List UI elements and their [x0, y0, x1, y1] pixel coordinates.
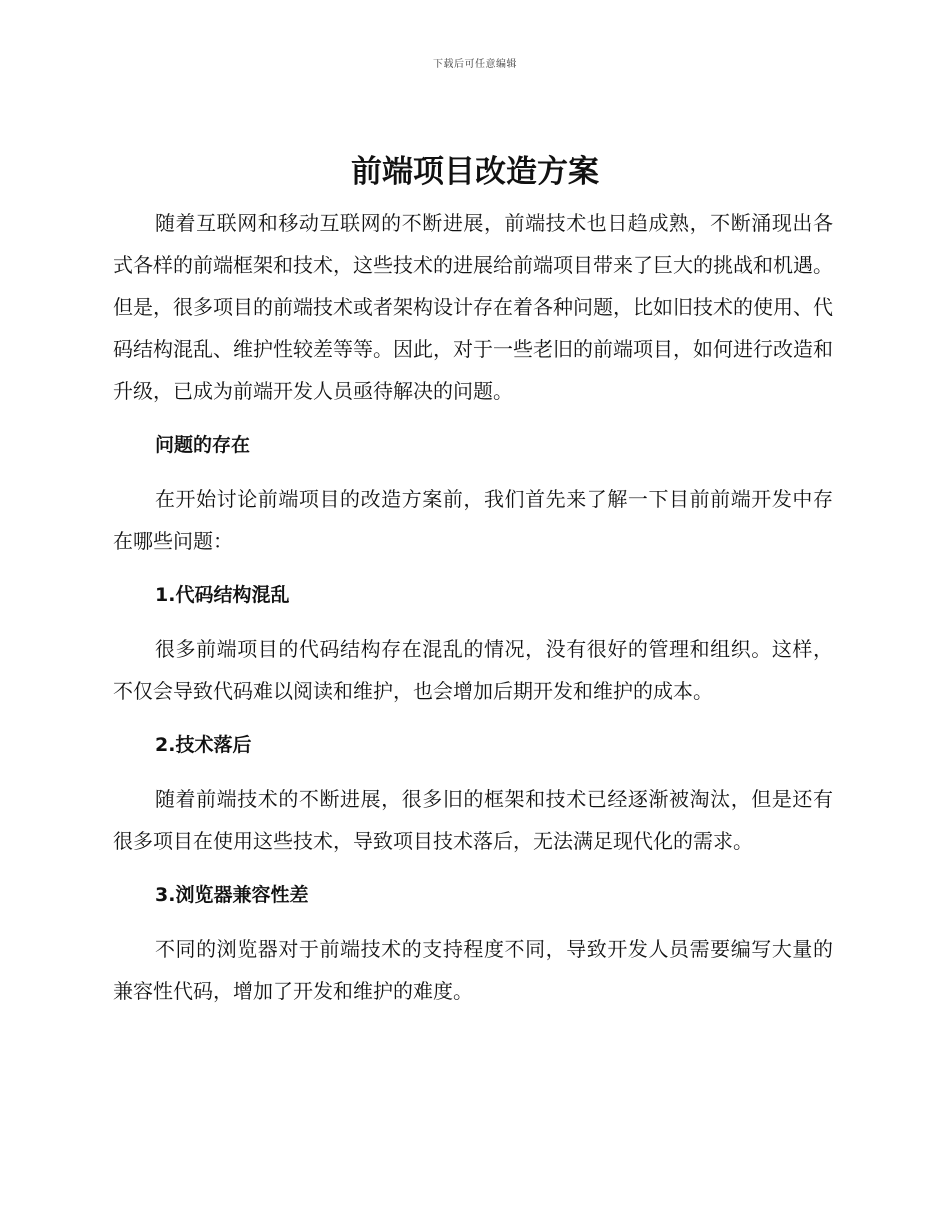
intro-paragraph: 随着互联网和移动互联网的不断进展，前端技术也日趋成熟，不断涌现出各式各样的前端框架和技术，这些技术的进展给前端项目带来了巨大的挑战和机遇。但是，很多项目的前端技术或者架构设计存在着各种问题，比如旧技术的使用、代码结构混乱、维护性较差等等。因此，对于一些老旧的前端项目，如何进行改造和升级，已成为前端开发人员亟待解决的问题。: [113, 211, 833, 403]
document-body: [113, 202, 833, 1012]
spacer: [113, 412, 833, 424]
spacer: [113, 766, 833, 778]
document-title: 前端项目改造方案: [351, 154, 599, 190]
section-heading-problems: 问题的存在: [155, 434, 251, 456]
problems-intro-paragraph: 在开始讨论前端项目的改造方案前，我们首先来了解一下目前前端开发中存在哪些问题：: [113, 487, 833, 553]
spacer: [113, 916, 833, 928]
outdated-tech-paragraph: 随着前端技术的不断进展，很多旧的框架和技术已经逐渐被淘汰，但是还有很多项目在使用这些技术，导致项目技术落后，无法满足现代化的需求。: [113, 787, 833, 853]
browser-compat-paragraph: 不同的浏览器对于前端技术的支持程度不同，导致开发人员需要编写大量的兼容性代码，增加了开发和维护的难度。: [113, 937, 833, 1003]
subheading-code-structure: 1.代码结构混乱: [155, 584, 290, 606]
spacer: [113, 712, 833, 724]
subheading-browser-compat: 3.浏览器兼容性差: [155, 884, 309, 906]
spacer: [113, 862, 833, 874]
spacer: [113, 616, 833, 628]
subheading-outdated-tech: 2.技术落后: [155, 734, 252, 756]
spacer: [113, 562, 833, 574]
header-note: 下载后可任意编辑: [433, 59, 517, 70]
spacer: [113, 466, 833, 478]
code-structure-paragraph: 很多前端项目的代码结构存在混乱的情况，没有很好的管理和组织。这样，不仅会导致代码难以阅读和维护，也会增加后期开发和维护的成本。: [113, 637, 833, 703]
